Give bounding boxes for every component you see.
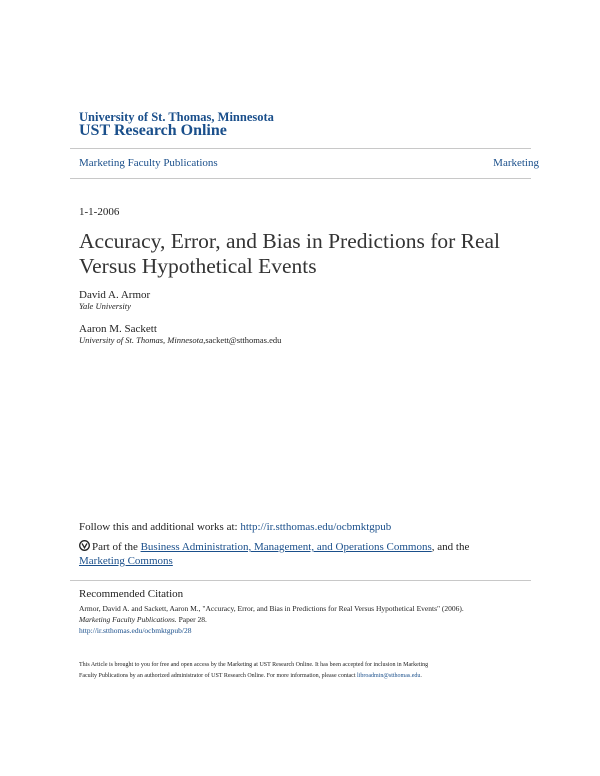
author-2-name: Aaron M. Sackett	[79, 323, 157, 335]
author-1	[79, 289, 150, 311]
repository-name[interactable]: UST Research Online	[79, 122, 227, 139]
author-2-affiliation-line	[79, 335, 281, 345]
author-1-name: David A. Armor	[79, 289, 151, 301]
author-2	[79, 323, 281, 345]
author-2-affiliation: University of St. Thomas, Minnesota	[79, 335, 204, 345]
citation-block	[79, 603, 529, 636]
citation-text: Armor, David A. and Sackett, Aaron M., "Accuracy, Error, and Bias in Predictions for Real Versus Hypothetical Events" (2006).	[79, 604, 464, 613]
footer-email-link[interactable]: libroadmin@stthomas.edu	[357, 673, 421, 679]
university-name: University of St. Thomas, Minnesota	[79, 110, 274, 124]
footer-line-2: Faculty Publications by an authorized administrator of UST Research Online. For more information, please contact	[79, 673, 357, 679]
citation-paper: Paper 28.	[176, 615, 207, 624]
author-2-email: ,sackett@stthomas.edu	[203, 335, 282, 345]
follow-line	[79, 521, 391, 533]
paper-title-line-1: Accuracy, Error, and Bias in Predictions for Real	[79, 229, 501, 253]
marketing-commons-link[interactable]: Marketing Commons	[79, 555, 173, 567]
header-rule-top	[70, 148, 531, 149]
citation-series-line	[79, 614, 529, 625]
collection-link[interactable]: Marketing Faculty Publications	[79, 157, 218, 169]
citation-series: Marketing Faculty Publications.	[79, 615, 177, 624]
footer-end: .	[420, 673, 422, 679]
part-of-middle: , and the	[431, 541, 470, 553]
creative-commons-badge-icon	[79, 540, 90, 551]
business-commons-link[interactable]: Business Administration, Management, and Operations Commons	[140, 541, 432, 553]
follow-url-link[interactable]: http://ir.stthomas.edu/ocbmktgpub	[240, 521, 392, 533]
footer-notice	[79, 660, 529, 682]
citation-rule	[70, 580, 531, 581]
footer-line-2-wrap	[79, 671, 529, 682]
part-of-prefix: Part of the	[92, 541, 141, 553]
author-1-affiliation: Yale University	[79, 301, 131, 311]
header-rule-bottom	[70, 178, 531, 179]
part-of-line	[79, 540, 519, 568]
footer-line-1: This Article is brought to you for free and open access by the Marketing at UST Research Online. It has been accepted for inclusion in Marketing	[79, 662, 429, 668]
paper-title	[79, 229, 519, 279]
citation-heading: Recommended Citation	[79, 588, 184, 600]
citation-url-link[interactable]: http://ir.stthomas.edu/ocbmktgpub/28	[79, 626, 192, 635]
publication-date: 1-1-2006	[79, 206, 120, 218]
follow-text: Follow this and additional works at:	[79, 521, 241, 533]
paper-title-line-2: Versus Hypothetical Events	[79, 254, 317, 278]
department-link[interactable]: Marketing	[493, 157, 539, 169]
